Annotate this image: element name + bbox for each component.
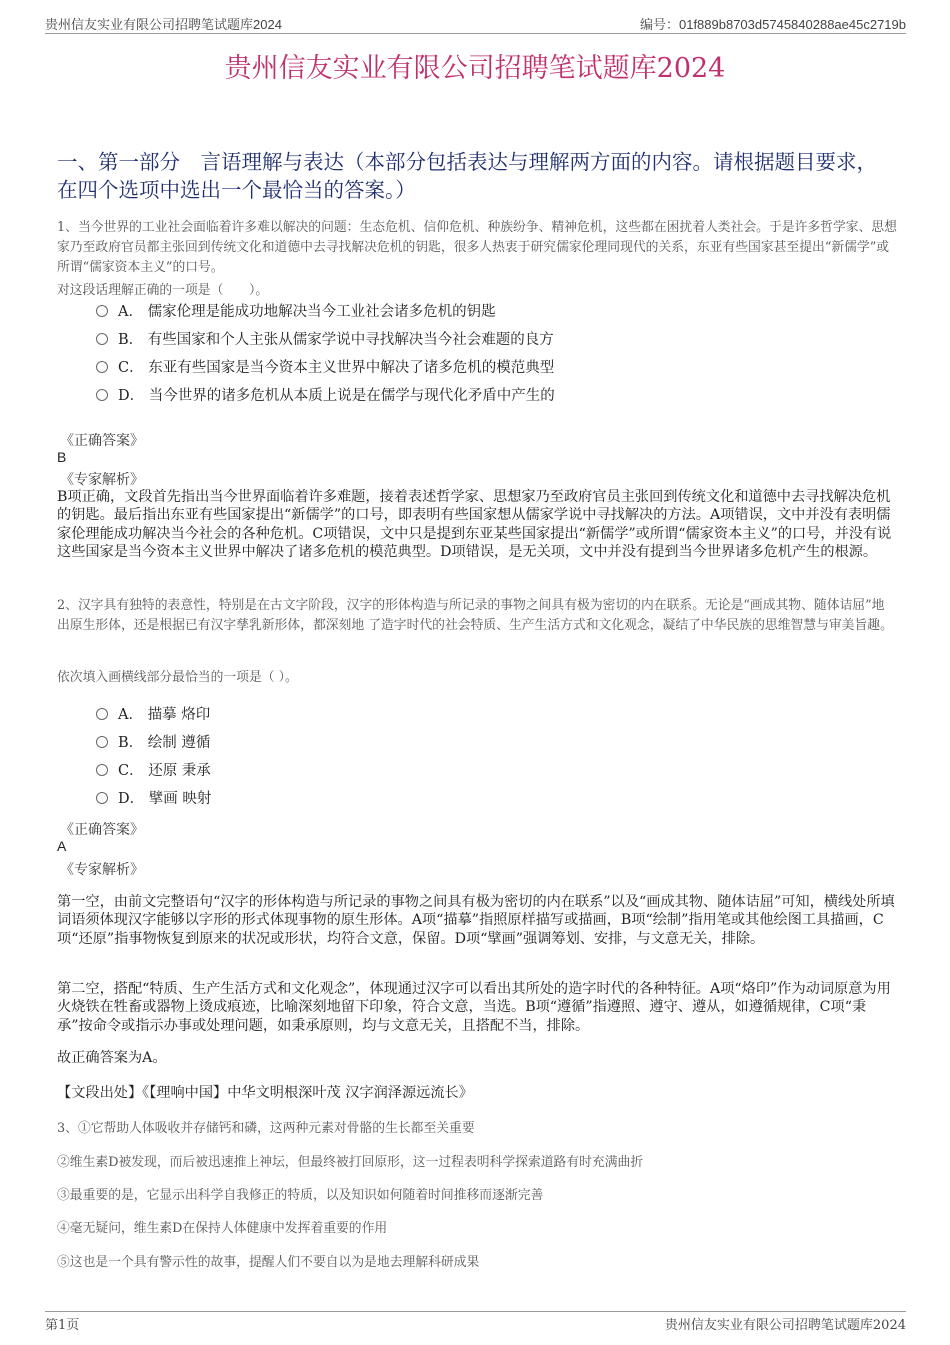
q3-item: ⑤这也是一个具有警示性的故事，提醒人们不要自以为是地去理解科研成果 — [57, 1255, 480, 1270]
q2-option-c[interactable]: C． 还原 秉承 — [96, 761, 211, 781]
q2-source: 【文段出处】《【理响中国】中华文明根深叶茂 汉字润泽源远流长》 — [57, 1085, 473, 1101]
q2-analysis-p2: 第二空，搭配“特质、生产生活方式和文化观念”，体现通过汉字可以看出其所处的造字时代的各种特征。A项“烙印”作为动词原意为用火烧铁在牲畜或器物上烫成痕迹，比喻深刻地留下印象，符合文意，当选。B项“遵循”指遵照、遵守、遵从，如遵循规律，C项“秉承”按命令或指示办事或处理问题，如秉承原则，均与文意无关，且搭配不当，排除。 — [57, 981, 891, 1034]
q2-answer-label: 《正确答案》 — [60, 822, 144, 838]
header-left-text: 贵州信友实业有限公司招聘笔试题库2024 — [45, 17, 282, 32]
q2-option-d[interactable]: D． 擘画 映射 — [96, 789, 211, 809]
q3-item: ②维生素D被发现，而后被迅速推上神坛，但最终被打回原形，这一过程表明科学探索道路有时充满曲折 — [57, 1155, 644, 1170]
footer-divider — [45, 1311, 906, 1312]
radio-icon[interactable] — [96, 389, 108, 401]
q1-analysis-label: 《专家解析》 — [60, 472, 144, 488]
radio-icon[interactable] — [96, 792, 108, 804]
q1-stem: 1、当今世界的工业社会面临着许多难以解决的问题：生态危机、信仰危机、种族纷争、精神危机，这些都在困扰着人类社会。于是许多哲学家、思想家乃至政府官员都主张回到传统文化和道德中去寻找解决危机的钥匙，很多人热衷于研究儒家伦理同现代的关系，东亚有些国家甚至提出“新儒学”或所谓“儒家资本主义”的口号。 — [57, 220, 897, 275]
section-title: 一、第一部分 言语理解与表达（本部分包括表达与理解两方面的内容。请根据题目要求，在四个选项中选出一个最恰当的答案。） — [57, 150, 877, 202]
radio-icon[interactable] — [96, 333, 108, 345]
page-title: 贵州信友实业有限公司招聘笔试题库2024 — [224, 53, 726, 84]
document-id: 编号：01f889b8703d5745840288ae45c2719b — [639, 17, 906, 32]
radio-icon[interactable] — [96, 361, 108, 373]
q3-item: ④毫无疑问，维生素D在保持人体健康中发挥着重要的作用 — [57, 1221, 388, 1236]
q2-analysis-p3: 故正确答案为A。 — [57, 1050, 167, 1066]
radio-icon[interactable] — [96, 305, 108, 317]
footer-title: 贵州信友实业有限公司招聘笔试题库2024 — [664, 1318, 906, 1333]
q1-answer-label: 《正确答案》 — [60, 433, 144, 449]
q3-item: 3、①它帮助人体吸收并存储钙和磷，这两种元素对骨骼的生长都至关重要 — [57, 1121, 475, 1136]
radio-icon[interactable] — [96, 764, 108, 776]
q2-analysis-label: 《专家解析》 — [60, 862, 144, 878]
q2-ask: 依次填入画横线部分最恰当的一项是（ ）。 — [57, 670, 298, 685]
q1-analysis: B项正确，文段首先指出当今世界面临着许多难题，接着表述哲学家、思想家乃至政府官员主张回到传统文化和道德中去寻找解决危机的钥匙。最后指出东亚有些国家提出“新儒学”的口号，即表明有些国家想从儒家学说中寻找解决的方法。A项错误，文中并没有表明儒家伦理能成功解决当今社会的各种危机。C项错误，文中只是提到东亚某些国家提出“新儒学”或所谓“儒家资本主义”的口号，并没有说这些国家是当今资本主义世界中解决了诸多危机的模范典型。D项错误，是无关项，文中并没有提到当今世界诸多危机产生的根源。 — [57, 489, 892, 561]
q2-option-b[interactable]: B． 绘制 遵循 — [96, 733, 210, 753]
q2-answer: A — [57, 838, 67, 854]
q1-ask: 对这段话理解正确的一项是（ ）。 — [57, 283, 269, 298]
radio-icon[interactable] — [96, 736, 108, 748]
q1-answer: B — [57, 449, 67, 465]
q1-option-b[interactable]: B． 有些国家和个人主张从儒家学说中寻找解决当今社会难题的良方 — [96, 330, 554, 350]
page-number: 第1页 — [45, 1318, 80, 1333]
q2-analysis-p1: 第一空，由前文完整语句“汉字的形体构造与所记录的事物之间具有极为密切的内在联系”以及“画成其物、随体诘屈”可知，横线处所填词语须体现汉字能够以字形的形式体现事物的原生形体。A项“描摹”指照原样描写或描画，B项“绘制”指用笔或其他绘图工具描画，C项“还原”指事物恢复到原来的状况或形状，均符合文意，保留。D项“擘画”强调筹划、安排，与文意无关，排除。 — [57, 894, 895, 947]
q1-option-d[interactable]: D． 当今世界的诸多危机从本质上说是在儒学与现代化矛盾中产生的 — [96, 386, 555, 406]
q1-option-a[interactable]: A． 儒家伦理是能成功地解决当今工业社会诸多危机的钥匙 — [96, 302, 496, 322]
q3-item: ③最重要的是，它显示出科学自我修正的特质，以及知识如何随着时间推移而逐渐完善 — [57, 1188, 544, 1203]
radio-icon[interactable] — [96, 708, 108, 720]
q2-option-a[interactable]: A． 描摹 烙印 — [96, 705, 210, 725]
q2-stem: 2、汉字具有独特的表意性，特别是在古文字阶段，汉字的形体构造与所记录的事物之间具有极为密切的内在联系。无论是“画成其物、随体诘屈”地 出原生形体，还是根据已有汉字孳乳新形体，都深刻地 了造字时代的社会特质、生产生活方式和文化观念，凝结了中华民族的思维智慧与审美旨趣。 — [57, 598, 893, 633]
header-divider — [45, 33, 906, 34]
q1-option-c[interactable]: C． 东亚有些国家是当今资本主义世界中解决了诸多危机的模范典型 — [96, 358, 554, 378]
